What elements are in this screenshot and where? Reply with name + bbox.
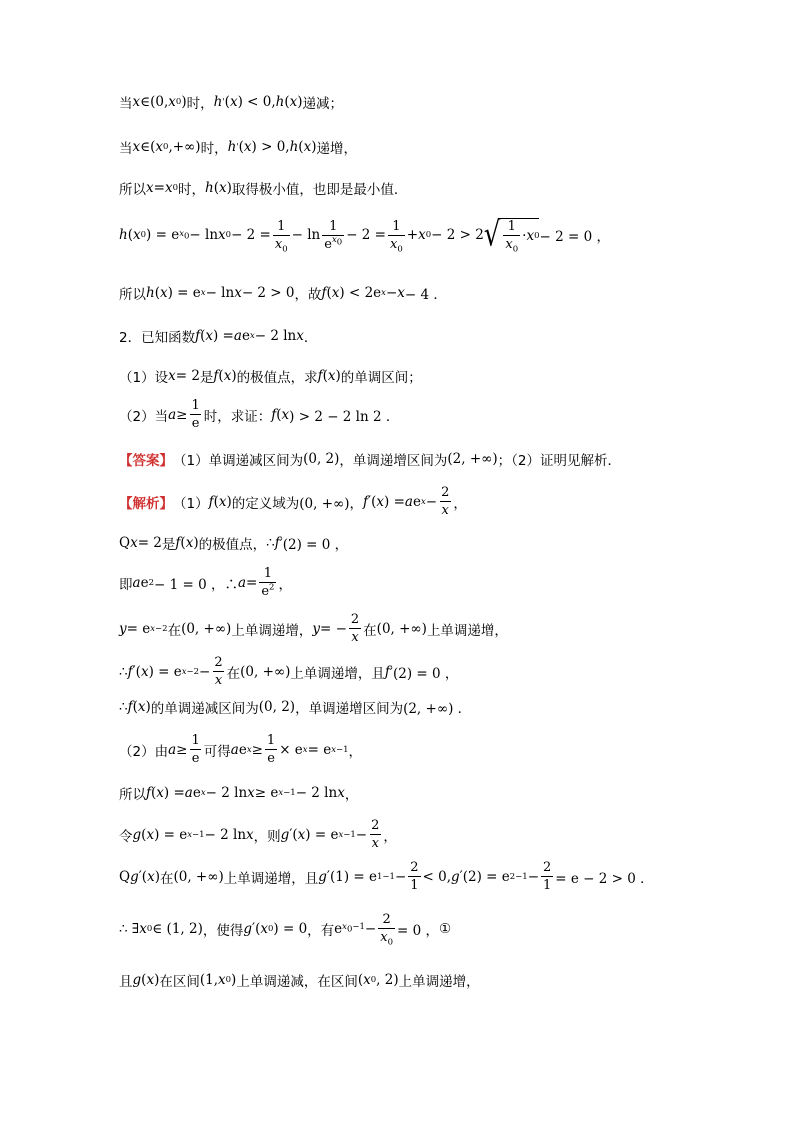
line-15: ∴ f ( x ) 的单调递减区间为 (0, 2) ，单调递增区间为 (2, +∞) ． <box>119 699 472 717</box>
line-4-equation: h ( x 0 ) = e $x_0$ − ln x 0 − 2 = $\frac{1}{x_0}$ − ln $\frac{1}{e^{x_0}}$ − 2 = $\frac{1}{x_0}$ + x 0 − 2 > 2 √ $\frac{1}{x_0}$ · x 0 − 2 = 0 ， <box>119 215 610 255</box>
line-16: （2）由 a ≥ $\frac{1}{e}$ 可得 a e x ≥ $\frac{1}{e}$ × e x = e x−1 ， <box>119 733 363 766</box>
text: ，使得 <box>202 922 244 939</box>
text: 取得极小值，也即是最小值． <box>231 182 408 198</box>
text: 且 <box>119 974 133 990</box>
line-12: 即 a e 2 − 1 = 0 ，∴ a = $\frac{1}{e^2}$ ， <box>119 566 292 599</box>
line-2: 当 x ∈ ( x 0 ,+∞) 时， h ' ( x ) > 0, h ( x ) 递增， <box>119 139 357 157</box>
square-root: √ $\frac{1}{x_0}$ · x 0 <box>483 215 540 255</box>
text: 的极值点， <box>198 537 267 553</box>
fraction: $\frac{1}{x_0}$ <box>389 218 403 255</box>
fraction: $\frac{1}{e}$ <box>191 733 200 766</box>
text: ，有 <box>307 922 335 939</box>
text: 2．已知函数 <box>119 330 196 346</box>
text: 当 <box>119 141 133 157</box>
line-7: （1）设 x = 2 是 f ( x ) 的极值点，求 f ( x ) 的单调区间； <box>119 368 422 386</box>
text: 时，求证： <box>203 408 272 425</box>
fraction: $\frac{2}{x}$ <box>214 655 223 688</box>
fraction: $\frac{2}{x}$ <box>441 485 450 518</box>
text: 上单调递增， <box>426 622 508 639</box>
text: 的极值点，求 <box>236 370 318 386</box>
text: ，单调递增区间为 <box>339 453 448 469</box>
text: 令 <box>119 828 133 845</box>
text: ，单调递增区间为 <box>295 701 404 717</box>
line-11: Q x = 2 是 f ( x ) 的极值点， ∴ f ′(2) = 0 ， <box>119 535 349 553</box>
line-8: （2）当 a ≥ $\frac{1}{e}$ 时，求证： f ( x ) > 2 − 2 ln 2 ． <box>119 398 400 431</box>
fraction: $\frac{2}{1}$ <box>410 860 419 893</box>
text: 所以 <box>119 787 146 803</box>
text: 的单调递减区间为 <box>150 701 259 717</box>
fraction: $\frac{2}{x}$ <box>371 818 380 851</box>
text: （2）当 <box>119 408 169 425</box>
circled-number: ① <box>438 920 452 937</box>
text: 当 <box>119 96 133 112</box>
line-17: 所以 f ( x ) = a e x − 2 ln x ≥ e x−1 − 2 ln x ， <box>119 785 359 803</box>
text: 递减； <box>302 96 343 112</box>
line-5: 所以 h ( x ) = e x − ln x − 2 > 0 ，故 f ( x ) < 2e x − x − 4 ． <box>119 285 447 303</box>
fraction: $\frac{1}{e^{x_0}}$ <box>324 218 343 252</box>
text: 在 <box>159 870 174 887</box>
line-10-analysis: 【解析】 （1） f ( x ) 的定义域为 (0, +∞)， f ′( x ) = a e x − $\frac{2}{x}$ ， <box>119 485 467 518</box>
line-9-answer: 【答案】 （1）单调递减区间为 (0, 2) ，单调递增区间为 (2, +∞) ；（2）证明见解析． <box>119 451 621 469</box>
text: 所以 <box>119 182 146 198</box>
text: 的定义域为 <box>231 495 300 512</box>
text: ，故 <box>294 287 322 303</box>
line-13: y = e x−2 在 (0, +∞) 上单调递增， y = − $\frac{2}{x}$ 在 (0, +∞) 上单调递增， <box>119 612 508 645</box>
line-1: 当 x ∈ (0, x 0 ) 时， h ' ( x ) < 0, h ( x ) 递减； <box>119 94 343 112</box>
text: 在区间 <box>159 974 200 990</box>
line-3: 所以 x = x 0 时， h ( x ) 取得极小值，也即是最小值． <box>119 180 408 198</box>
fraction: $\frac{2}{1}$ <box>543 860 552 893</box>
text: 时， <box>177 182 205 198</box>
text: 上单调递减，在区间 <box>236 974 358 990</box>
fraction: $\frac{1}{x_0}$ <box>274 218 288 255</box>
fraction: $\frac{2}{x}$ <box>350 612 360 645</box>
line-18: 令 g ( x ) = e x−1 − 2 ln x ，则 g ′( x ) = e x−1 − $\frac{2}{x}$ ， <box>119 818 397 851</box>
line-21: 且 g ( x ) 在区间 (1, x 0 ) 上单调递减，在区间 ( x 0 , 2) 上单调递增， <box>119 972 480 990</box>
text: 的单调区间； <box>340 370 422 386</box>
text: 时， <box>200 141 228 157</box>
text: （1）设 <box>119 370 169 386</box>
text: 可得 <box>203 743 231 760</box>
line-19: Q g ′( x ) 在 (0, +∞) 上单调递增，且 g ′(1) = e 1−1 − $\frac{2}{1}$ < 0, g ′(2) = e 2−1 − $\frac{2}{1}$ = e − 2 > 0 ． <box>119 860 654 893</box>
line-14: ∴ f ′( x ) = e x−2 − $\frac{2}{x}$ 在 (0, +∞) 上单调递增，且 f ′(2) = 0 ， <box>119 655 459 688</box>
text: ，则 <box>253 828 281 845</box>
text: 即 <box>119 576 133 593</box>
line-20: ∴ ∃ x 0 ∈ (1, 2) ，使得 g ′( x 0 ) = 0 ，有 e $x_0-1$ − $\frac{2}{x_0}$ = 0 ， ① <box>119 912 452 948</box>
text: 上单调递增， <box>231 622 313 639</box>
text: （1）单调递减区间为 <box>173 453 304 469</box>
text: 在 <box>226 665 241 682</box>
text: 上单调递增， <box>398 974 480 990</box>
fraction: $\frac{2}{x_0}$ <box>380 912 393 948</box>
text: 所以 <box>119 287 146 303</box>
text: 递增， <box>316 141 357 157</box>
text: 在 <box>167 622 182 639</box>
math: x <box>132 94 141 110</box>
fraction: $\frac{1}{e}$ <box>266 733 276 766</box>
text: （1） <box>173 495 209 512</box>
analysis-label: 【解析】 <box>119 495 173 512</box>
fraction: $\frac{1}{e^2}$ <box>261 566 275 599</box>
text: （2）由 <box>119 743 169 760</box>
text: 在 <box>363 622 377 639</box>
text: 上单调递增，且 <box>290 665 385 682</box>
text: 是 <box>199 370 214 386</box>
fraction: $\frac{1}{e}$ <box>191 398 200 431</box>
text: 时， <box>186 96 214 112</box>
text: 是 <box>161 537 176 553</box>
text: 上单调递增，且 <box>223 870 319 887</box>
line-6-question-2: 2．已知函数 f ( x ) = a e x − 2 ln x ． <box>119 328 318 346</box>
text: ；（2）证明见解析． <box>497 453 621 469</box>
answer-label: 【答案】 <box>119 453 173 469</box>
